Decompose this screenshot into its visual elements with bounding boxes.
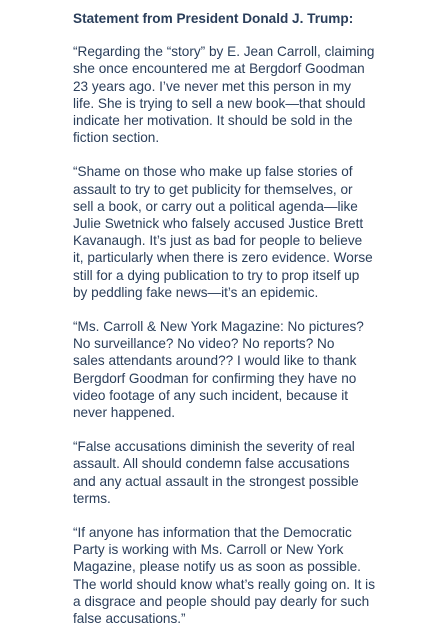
paragraph-line: false accusations.” <box>73 611 186 627</box>
paragraph-line: indicate her motivation. It should be sold in the <box>73 113 353 129</box>
paragraph-line: a disgrace and people should pay dearly for such <box>73 593 370 609</box>
paragraph-line: and any actual assault in the strongest possible <box>73 473 359 489</box>
paragraph-line: by peddling fake news—it’s an epidemic. <box>73 284 319 300</box>
statement-heading <box>73 10 397 27</box>
statement-paragraph-5 <box>73 524 397 627</box>
paragraph-line: Kavanaugh. It’s just as bad for people to believe <box>73 233 363 249</box>
paragraph-line: assault. All should condemn false accusations <box>73 456 350 472</box>
paragraph-line: “Regarding the “story” by E. Jean Carroll, claiming <box>73 44 375 60</box>
paragraph-line: still for a dying publication to try to prop itself up <box>73 267 360 283</box>
paragraph-line: sales attendants around?? I would like to thank <box>73 353 357 369</box>
paragraph-line: it, particularly when there is zero evidence. Worse <box>73 250 373 266</box>
paragraph-line: Bergdorf Goodman for confirming they have no <box>73 370 357 386</box>
paragraph-line: “False accusations diminish the severity of real <box>73 439 355 455</box>
statement-heading-text: Statement from President Donald J. Trump <box>73 11 349 26</box>
paragraph-line: “Shame on those who make up false stories of <box>73 164 353 180</box>
paragraph-line: fiction section. <box>73 130 160 146</box>
paragraph-line: Party is working with Ms. Carroll or New York <box>73 542 344 558</box>
paragraph-line: never happened. <box>73 405 176 421</box>
statement-paragraph-4 <box>73 438 397 507</box>
paragraph-line: No surveillance? No video? No reports? No <box>73 336 335 352</box>
statement-heading-colon: : <box>348 11 354 26</box>
paragraph-line: “Ms. Carroll & New York Magazine: No pictures? <box>73 319 364 335</box>
statement-paragraph-3 <box>73 318 397 421</box>
paragraph-line: 23 years ago. I’ve never met this person in my <box>73 78 352 94</box>
paragraph-line: sell a book, or carry out a political agenda—like <box>73 198 358 214</box>
paragraph-line: life. She is trying to sell a new book—that should <box>73 95 366 111</box>
paragraph-line: she once encountered me at Bergdorf Goodman <box>73 61 365 77</box>
paragraph-line: terms. <box>73 490 111 506</box>
statement-paragraph-2 <box>73 163 397 301</box>
paragraph-line: assault to try to get publicity for themselves, or <box>73 181 353 197</box>
paragraph-line: Magazine, please notify us as soon as possible. <box>73 559 361 575</box>
paragraph-line: The world should know what’s really going on. It is <box>73 576 375 592</box>
paragraph-line: video footage of any such incident, because it <box>73 387 349 403</box>
paragraph-line: Julie Swetnick who falsely accused Justice Brett <box>73 216 364 232</box>
statement-paragraph-1 <box>73 43 397 146</box>
paragraph-line: “If anyone has information that the Democratic <box>73 525 352 541</box>
